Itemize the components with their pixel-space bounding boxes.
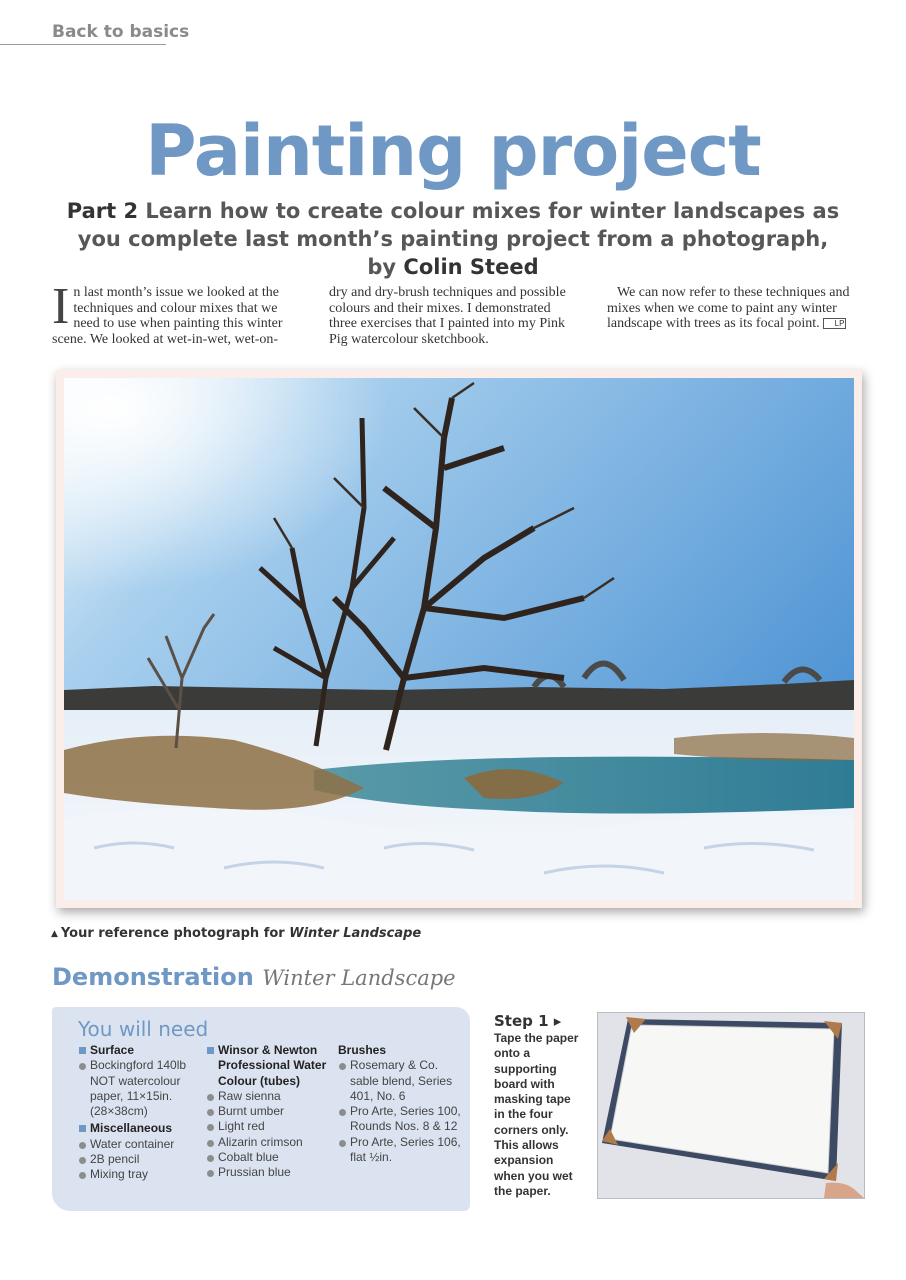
intro-col2-text: dry and dry-brush techniques and possible colours and their mixes. I demonstrated three exercises that I painted into my Pink Pig watercolour sketchbook.	[329, 285, 566, 347]
standfirst-author: Colin Steed	[403, 255, 539, 279]
materials-item: Pro Arte, Series 100, Rounds Nos. 8 & 12	[338, 1104, 464, 1135]
materials-item: Light red	[206, 1119, 332, 1134]
step-1-text: Tape the paper onto a supporting board with masking tape in the four corners only. This allows expansion when you wet the paper.	[494, 1031, 579, 1198]
materials-heading: Brushes	[338, 1043, 387, 1057]
running-head-rule	[0, 44, 166, 45]
running-head: Back to basics	[52, 22, 190, 42]
page-title: Painting project	[145, 110, 761, 192]
intro-col3-text: We can now refer to these techniques and mixes when we come to paint any winter landscape with trees as its focal point.	[607, 285, 850, 331]
demonstration-label: Demonstration	[52, 963, 254, 991]
step-1-photo	[597, 1012, 865, 1199]
materials-item: Raw sienna	[206, 1089, 332, 1104]
step-1-label: Step 1	[494, 1012, 549, 1030]
step-arrow-icon: ▸	[553, 1012, 562, 1030]
materials-item: Pro Arte, Series 106, flat ½in.	[338, 1135, 464, 1166]
materials-heading: Winsor & Newton Professional Water Colour (tubes)	[206, 1043, 332, 1089]
materials-item: Bockingford 140lb NOT watercolour paper, 11×15in. (28×38cm)	[78, 1058, 202, 1119]
caption-text: Your reference photograph for	[60, 926, 285, 941]
materials-item: Water container	[78, 1137, 202, 1152]
step-1-heading	[494, 1012, 561, 1030]
materials-item: Alizarin crimson	[206, 1135, 332, 1150]
intro-column-2	[329, 285, 579, 347]
materials-item: Mixing tray	[78, 1167, 202, 1182]
demonstration-heading	[52, 963, 456, 991]
demonstration-title: Winter Landscape	[262, 966, 456, 990]
materials-item: Burnt umber	[206, 1104, 332, 1119]
standfirst-text: Learn how to create colour mixes for winter landscapes as you complete last month’s painting project from a photograph, by	[77, 199, 840, 279]
you-will-need-heading: You will need	[78, 1017, 209, 1041]
materials-heading: Miscellaneous	[78, 1121, 202, 1136]
caption-title: Winter Landscape	[289, 926, 422, 941]
materials-column-1	[78, 1043, 202, 1183]
materials-heading: Surface	[78, 1043, 202, 1058]
materials-item: Prussian blue	[206, 1165, 332, 1180]
winter-landscape-illustration	[64, 378, 854, 900]
caption-marker-icon: ▲	[51, 929, 58, 939]
taped-paper-illustration	[598, 1013, 864, 1198]
materials-column-3	[338, 1043, 464, 1165]
end-mark-icon: LP	[823, 318, 847, 329]
drop-cap: I	[52, 278, 70, 335]
materials-item: Cobalt blue	[206, 1150, 332, 1165]
materials-item: 2B pencil	[78, 1152, 202, 1167]
materials-column-2	[206, 1043, 332, 1181]
materials-item: Rosemary & Co. sable blend, Series 401, No. 6	[338, 1058, 464, 1104]
standfirst-part: Part 2	[66, 199, 139, 223]
intro-col1-text: n last month’s issue we looked at the techniques and colour mixes that we need to use when painting this winter scene. We looked at wet-in-wet, wet-on-	[52, 285, 283, 347]
reference-photo	[64, 378, 854, 900]
photo-caption	[51, 926, 421, 941]
standfirst	[60, 197, 846, 281]
intro-column-1	[52, 278, 302, 347]
reference-photo-frame	[56, 370, 862, 908]
intro-column-3	[607, 285, 857, 332]
